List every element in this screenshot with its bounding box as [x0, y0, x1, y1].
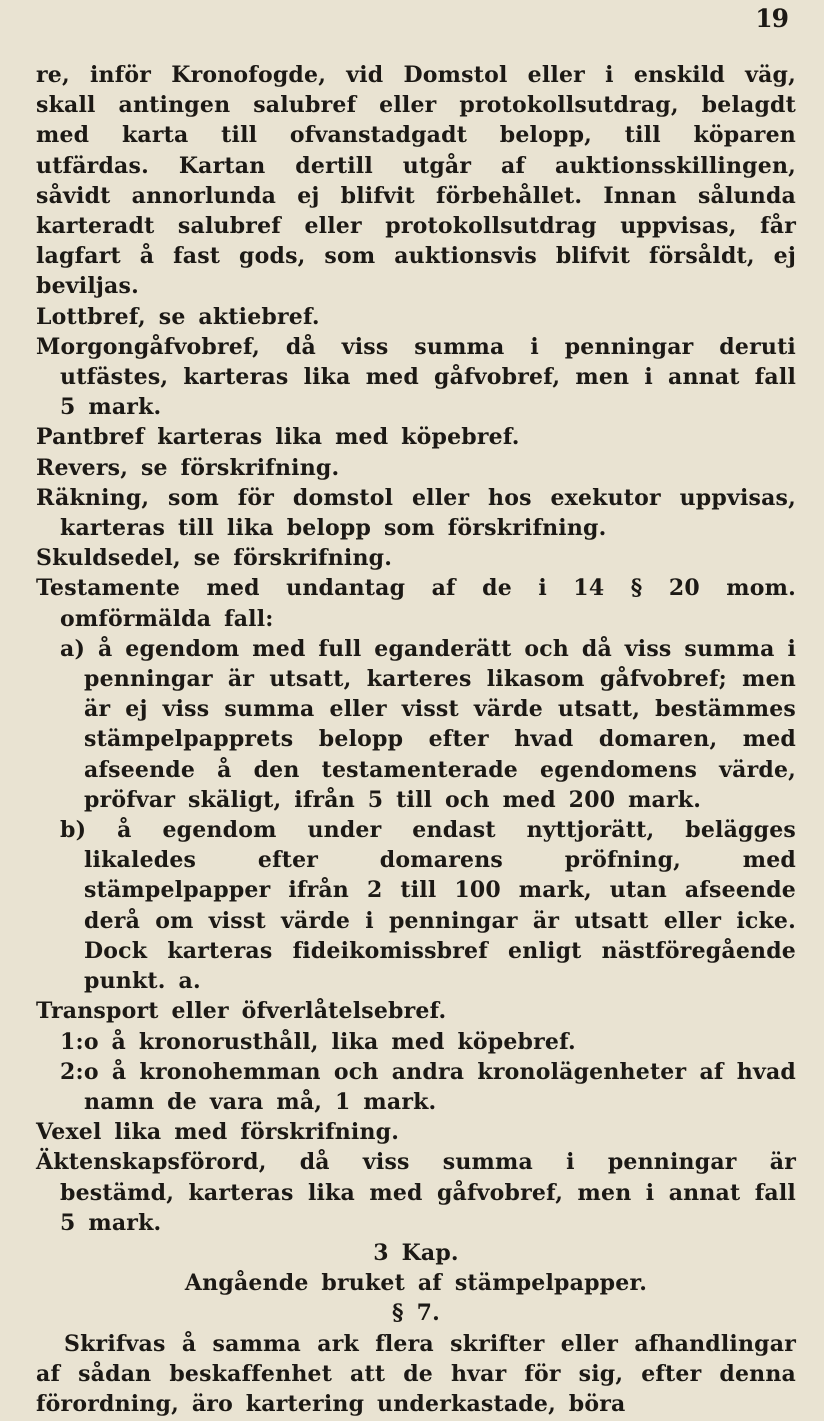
entry-testamente-b: b) å egendom under endast nyttjorätt, belägges likaledes efter domarens pröfning, med stämpelpapper ifrån 2 till 100 mark, utan afseende derå om visst värde i penningar är utsatt eller icke. Dock karteras fideikomissbref enligt nästföregående punkt. a.: [60, 817, 796, 995]
entry-transport: Transport eller öfverlåtelsebref.: [36, 998, 447, 1025]
paragraph-auction-continuation: re, inför Kronofogde, vid Domstol eller i enskild väg, skall antingen salubref eller protokollsutdrag, belagdt med karta till ofvanstadgadt belopp, till köparen utfärdas. Kartan dertill utgår af auktionsskillingen, såvidt annorlunda ej blifvit förbehållet. Innan sålunda karteradt salubref eller protokollsutdrag uppvisas, får lagfart å fast gods, som auktionsvis blifvit försåldt, ej beviljas.: [36, 62, 796, 300]
entry-rakning: Räkning, som för domstol eller hos exekutor uppvisas, karteras till lika belopp som förskrifning.: [36, 484, 796, 542]
entry-pantbref: Pantbref karteras lika med köpebref.: [36, 424, 520, 451]
closing-paragraph: Skrifvas å samma ark flera skrifter eller afhandlingar af sådan beskaffenhet att de hvar för sig, efter denna förordning, äro kartering underkastade, böra: [36, 1330, 796, 1417]
entry-revers: Revers, se förskrifning.: [36, 454, 340, 481]
page-body: [36, 60, 796, 1419]
page-number: 19: [755, 4, 788, 33]
entry-aktenskapsforord: Äktenskapsförord, då viss summa i penningar är bestämd, karteras lika med gåfvobref, men i annat fall 5 mark.: [36, 1149, 796, 1236]
entry-transport-1: 1:o å kronorusthåll, lika med köpebref.: [60, 1028, 576, 1055]
entry-testamente: Testamente med undantag af de i 14 § 20 mom. omförmälda fall:: [36, 575, 796, 632]
entry-skuldsedel: Skuldsedel, se förskrifning.: [36, 545, 393, 572]
entry-morgongafvobref: Morgongåfvobref, då viss summa i penningar deruti utfästes, karteras lika med gåfvobref, men i annat fall 5 mark.: [36, 333, 796, 421]
entry-vexel: Vexel lika med förskrifning.: [36, 1119, 400, 1146]
entry-testamente-a: a) å egendom med full eganderätt och då viss summa i penningar är utsatt, karteres likasom gåfvobref; men är ej viss summa eller visst värde utsatt, bestämmes stämpelpapprets belopp efter hvad domaren, med afseende å den testamenterade egendomens värde, pröfvar skäligt, ifrån 5 till och med 200 mark.: [60, 635, 796, 813]
section-number: § 7.: [392, 1300, 440, 1327]
entry-transport-2: 2:o å kronohemman och andra kronolägenheter af hvad namn de vara må, 1 mark.: [60, 1058, 796, 1115]
chapter-number: 3 Kap.: [373, 1239, 459, 1266]
chapter-title: Angående bruket af stämpelpapper.: [184, 1270, 648, 1297]
entry-lottbref: Lottbref, se aktiebref.: [36, 303, 320, 330]
